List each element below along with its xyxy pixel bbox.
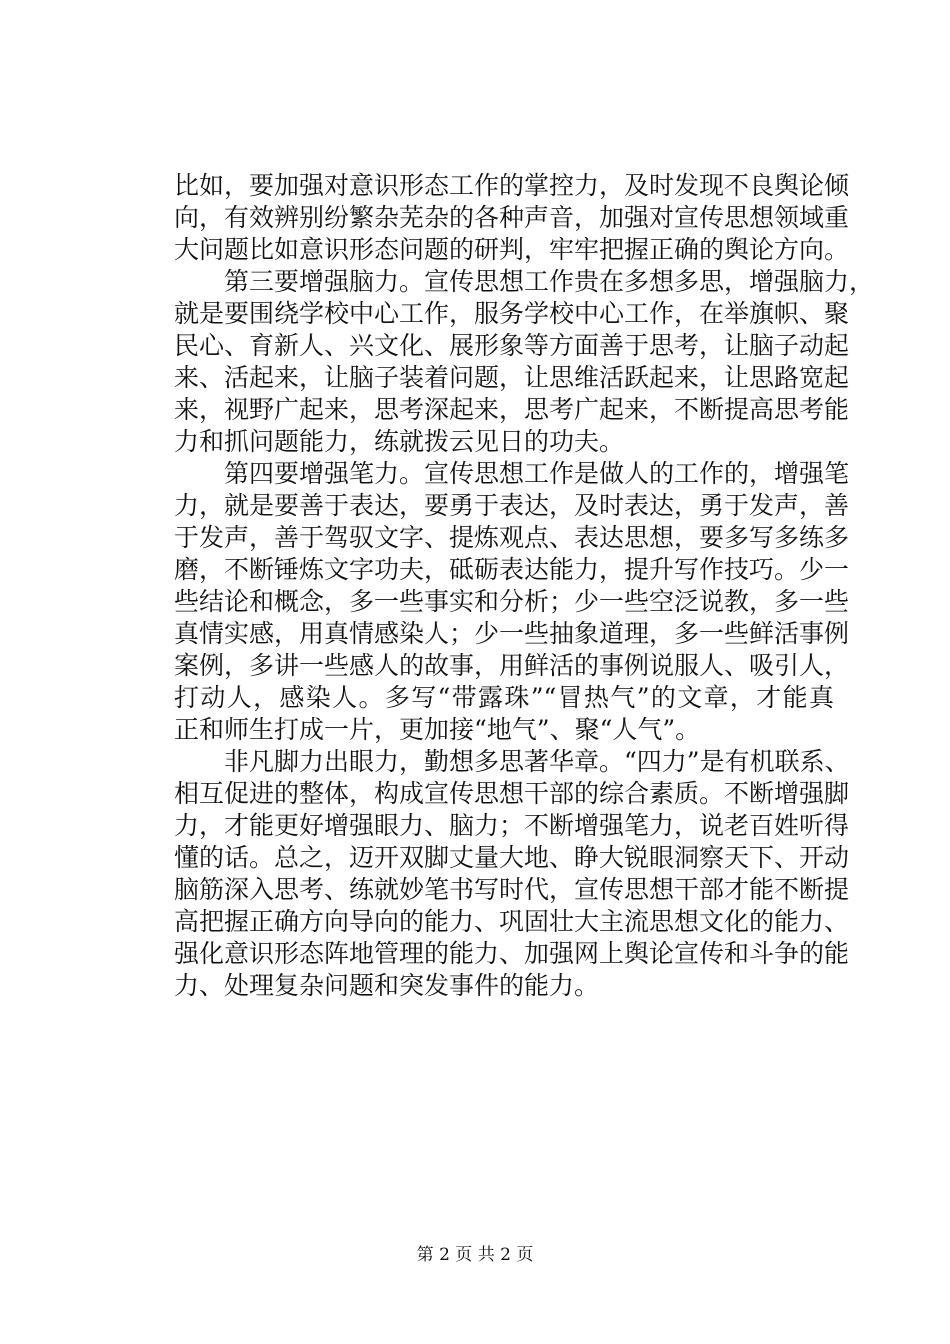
text-line: 第三要增强脑力。宣传思想工作贵在多想多思，增强脑力， (174, 267, 875, 296)
text-line: 些结论和概念，多一些事实和分析；少一些空泛说教，多一些 (174, 587, 850, 616)
text-line: 高把握正确方向导向的能力、巩固壮大主流思想文化的能力、 (174, 907, 850, 936)
text-line: 打动人，感染人。多写“带露珠”“冒热气”的文章，才能真 (174, 683, 834, 712)
text-line: 正和师生打成一片，更加接“地气”、聚“人气”。 (174, 715, 701, 744)
text-line: 真情实感，用真情感染人；少一些抽象道理，多一些鲜活事例 (174, 619, 850, 648)
text-line: 就是要围绕学校中心工作，服务学校中心工作，在举旗帜、聚 (174, 299, 850, 328)
page-number-label: 第 2 页 共 2 页 (416, 1245, 534, 1265)
text-line: 大问题比如意识形态问题的研判，牢牢把握正确的舆论方向。 (174, 235, 850, 264)
text-line: 力和抓问题能力，练就拨云见日的功夫。 (174, 427, 625, 456)
text-line: 力、处理复杂问题和突发事件的能力。 (174, 971, 600, 1000)
text-line: 来、活起来，让脑子装着问题，让思维活跃起来，让思路宽起 (174, 363, 850, 392)
text-line: 非凡脚力出眼力，勤想多思著华章。“四力”是有机联系、 (174, 747, 850, 776)
document-body (174, 170, 875, 1002)
text-line: 懂的话。总之，迈开双脚丈量大地、睁大锐眼洞察天下、开动 (174, 843, 850, 872)
text-line: 强化意识形态阵地管理的能力、加强网上舆论宣传和斗争的能 (174, 939, 850, 968)
text-line: 向，有效辨别纷繁杂芜杂的各种声音，加强对宣传思想领域重 (174, 203, 850, 232)
text-line: 力，才能更好增强眼力、脑力；不断增强笔力，说老百姓听得 (174, 811, 850, 840)
page-footer (0, 1244, 950, 1266)
text-line: 第四要增强笔力。宣传思想工作是做人的工作的，增强笔 (174, 459, 850, 488)
text-line: 力，就是要善于表达，要勇于表达，及时表达，勇于发声，善 (174, 491, 850, 520)
text-line: 来，视野广起来，思考深起来，思考广起来，不断提高思考能 (174, 395, 850, 424)
text-line: 比如，要加强对意识形态工作的掌控力，及时发现不良舆论倾 (174, 171, 850, 200)
text-line: 相互促进的整体，构成宣传思想干部的综合素质。不断增强脚 (174, 779, 850, 808)
text-line: 磨，不断锤炼文字功夫，砥砺表达能力，提升写作技巧。少一 (174, 555, 850, 584)
text-line: 于发声，善于驾驭文字、提炼观点、表达思想，要多写多练多 (174, 523, 850, 552)
text-line: 民心、育新人、兴文化、展形象等方面善于思考，让脑子动起 (174, 331, 850, 360)
text-line: 脑筋深入思考、练就妙笔书写时代，宣传思想干部才能不断提 (174, 875, 850, 904)
text-line: 案例，多讲一些感人的故事，用鲜活的事例说服人、吸引人， (174, 651, 850, 680)
